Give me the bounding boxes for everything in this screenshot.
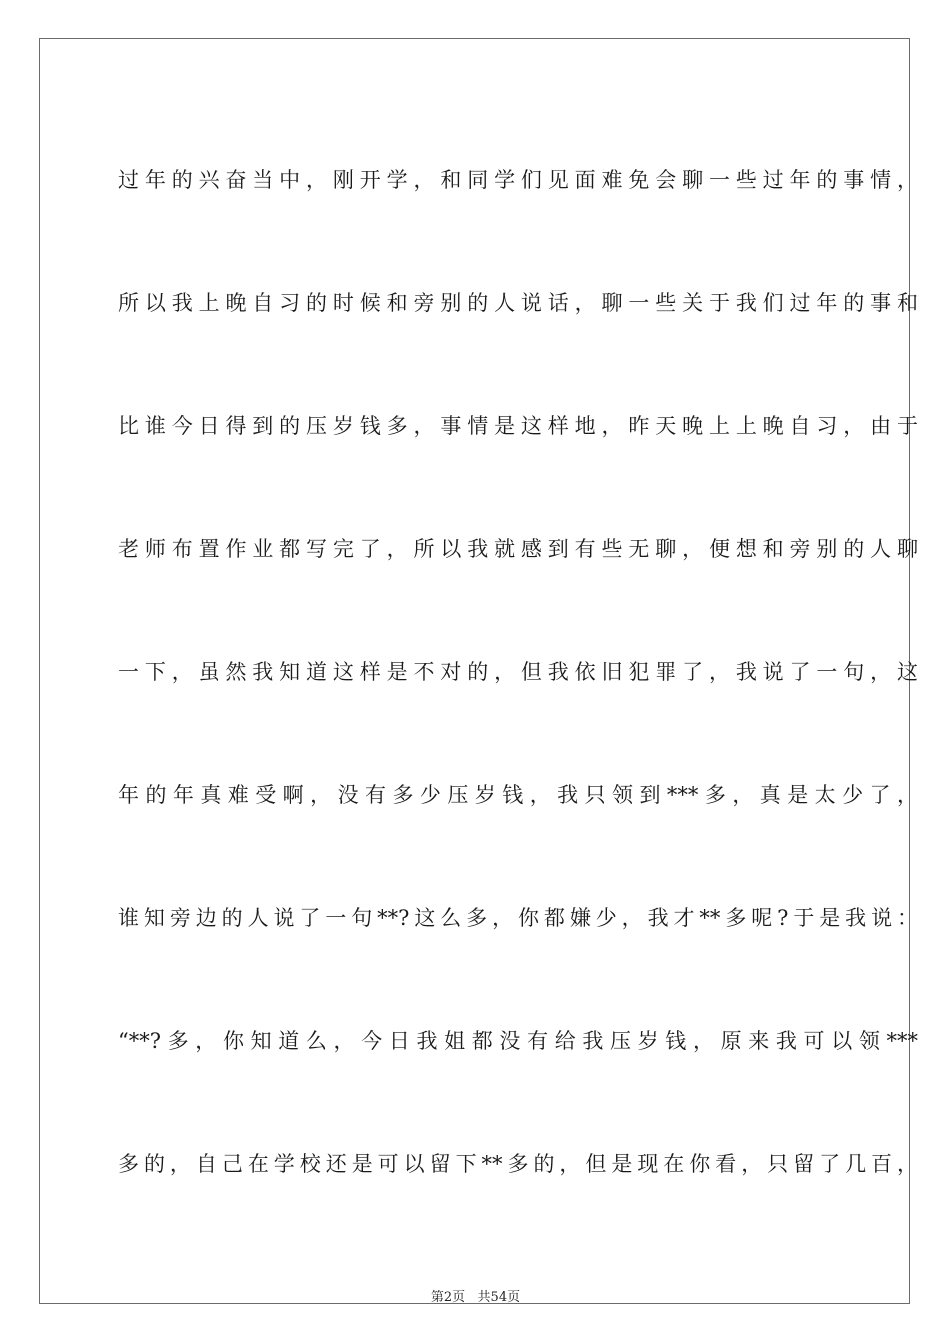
text-line-2: 所以我上晚自习的时候和旁别的人说话，聊一些关于我们过年的事和 (118, 291, 918, 315)
page-number-footer: 第2页 共54页 (430, 1290, 521, 1305)
text-line-1: 过年的兴奋当中，刚开学，和同学们见面难免会聊一些过年的事情， (118, 168, 918, 192)
text-line-7: 谁知旁边的人说了一句**?这么多，你都嫌少，我才**多呢?于是我说： (118, 906, 918, 930)
text-line-8: “**?多，你知道么，今日我姐都没有给我压岁钱，原来我可以领*** (118, 1029, 918, 1053)
text-line-6: 年的年真难受啊，没有多少压岁钱，我只领到***多，真是太少了， (118, 783, 918, 807)
text-line-4: 老师布置作业都写完了，所以我就感到有些无聊，便想和旁别的人聊 (118, 537, 918, 561)
body-text (118, 119, 918, 1226)
page-frame (39, 38, 918, 1305)
text-line-3: 比谁今日得到的压岁钱多，事情是这样地，昨天晚上上晚自习，由于 (118, 414, 918, 438)
text-line-5: 一下，虽然我知道这样是不对的，但我依旧犯罪了，我说了一句，这 (118, 660, 918, 684)
text-line-9: 多的，自己在学校还是可以留下**多的，但是现在你看，只留了几百， (118, 1152, 918, 1176)
